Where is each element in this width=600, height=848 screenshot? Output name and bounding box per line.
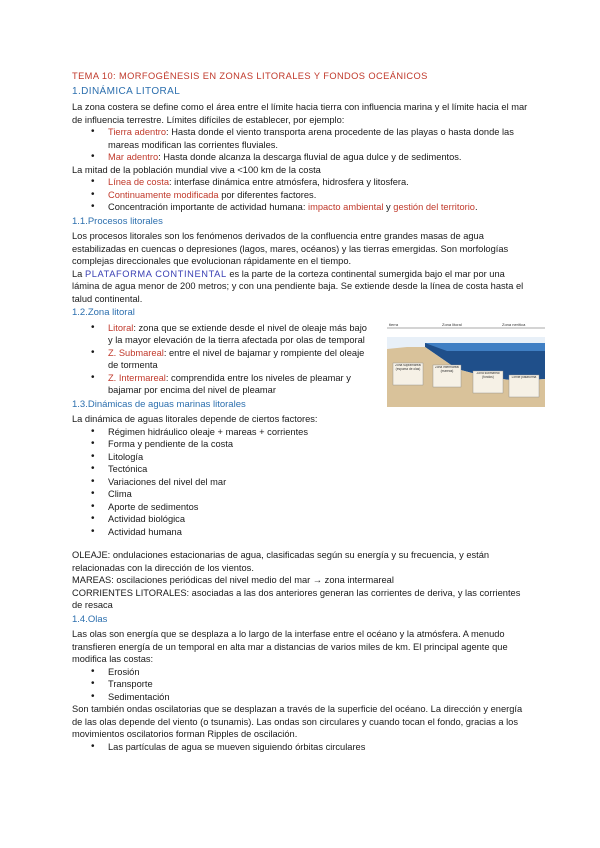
list-item: • Litoral: zona que se extiende desde el nivel de oleaje más bajo y la mayor elevación de la tierra afectada por olas de temporal (108, 322, 372, 347)
list-item: • Z. Intermareal: comprendida entre los niveles de pleamar y bajamar por encima del nivel de pleamar (108, 372, 372, 397)
zona-litoral-block (72, 307, 537, 397)
mareas-text: MAREAS: oscilaciones periódicas del nivel medio del mar → zona intermareal (72, 575, 394, 585)
diagram-box-submareal: Zona submareal (fondos) (476, 372, 500, 379)
diagram-label-litoral: Zona litoral (442, 322, 462, 327)
particles-list (72, 741, 532, 754)
document-page (72, 70, 537, 753)
diagram-box-intermareal: Zona intermareal (mareas) (434, 366, 460, 373)
coastal-zone-diagram (387, 319, 545, 407)
section-1-4-heading: 1.4.Olas (72, 613, 108, 625)
list-item: • Erosión (108, 666, 532, 679)
list-item: • Concentración importante de actividad humana: impacto ambiental y gestión del territorio. (108, 201, 532, 214)
population-note: La mitad de la población mundial vive a <100 km de la costa (72, 164, 321, 175)
zone-list (72, 322, 372, 397)
platform-text: La PLATAFORMA CONTINENTAL es la parte de la corteza continental sumergida bajo el mar por una lámina de agua menor de 200 metros; y con una pendiente baja. Se extiende desde la línea de costa hasta el talud continental. (72, 268, 524, 304)
list-item: • Transporte (108, 678, 532, 691)
list-item: • Tierra adentro: Hasta donde el viento transporta arena procedente de las playas o hasta donde las mareas modifican las corrientes fluviales. (108, 126, 532, 151)
list-item: • Régimen hidráulico oleaje + mareas + corrientes (108, 426, 532, 439)
factors-list (72, 426, 532, 539)
list-item: • Mar adentro: Hasta donde alcanza la descarga fluvial de agua dulce y de sedimentos. (108, 151, 532, 164)
list-item: • Sedimentación (108, 691, 532, 704)
processes-text: Los procesos litorales son los fenómenos derivados de la confluencia entre grandes masas de agua estabilizadas en cuencas o depresiones (lagos, mares, océanos) y las tierras emergidas. Son morfologías complejas direccionales que evolucionan rápidamente en el tiempo. (72, 231, 509, 266)
section-1-heading: 1.DINÁMICA LITORAL (72, 85, 181, 97)
diagram-box-plataforma: Límite plataforma (511, 376, 537, 379)
waves-text: Las olas son energía que se desplaza a lo largo de la interfase entre el océano y la atmósfera. A menudo transfieren energía de un temporal en alta mar a distancias de varios miles de km. El principal agente que modifica las costas: (72, 629, 508, 664)
diagram-label-tierra: tierra (389, 322, 399, 327)
diagram-label-neritica: Zona nerítica (502, 322, 526, 327)
list-item: • Actividad biológica (108, 513, 532, 526)
list-item: • Continuamente modificada por diferentes factores. (108, 189, 532, 202)
list-item: • Variaciones del nivel del mar (108, 476, 532, 489)
list-item: • Litología (108, 451, 532, 464)
diagram-box-supramareal: Zona supramareal (espuma de olas) (395, 364, 421, 371)
list-item: • Z. Submareal: entre el nivel de bajamar y rompiente del oleaje de tormenta (108, 347, 372, 372)
list-item: • Actividad humana (108, 526, 532, 539)
coastal-intro: La zona costera se define como el área entre el límite hacia tierra con influencia marina y el límite hacia el mar de influencia terrestre. Límites difíciles de establecer, por ejemplo: (72, 102, 528, 125)
coast-list (72, 176, 532, 214)
document-title: TEMA 10: MORFOGÉNESIS EN ZONAS LITORALES Y FONDOS OCEÁNICOS (72, 71, 428, 81)
list-item: • Aporte de sedimentos (108, 501, 532, 514)
list-item: • Forma y pendiente de la costa (108, 438, 532, 451)
list-item: • Las partículas de agua se mueven siguiendo órbitas circulares (108, 741, 532, 754)
agents-list (72, 666, 532, 704)
section-1-1-heading: 1.1.Procesos litorales (72, 215, 163, 227)
list-item: • Tectónica (108, 463, 532, 476)
waves-text-2: Son también ondas oscilatorias que se desplazan a través de la superficie del océano. La dirección y energía de las olas depende del viento (o tsunamis). Las ondas son circulares y cuando tocan el fondo, gracias a los movimientos oscilatorios forman Ripples de oscilación. (72, 704, 523, 739)
limits-list (72, 126, 532, 164)
list-item: • Clima (108, 488, 532, 501)
corrientes-text: CORRIENTES LITORALES: asociadas a las dos anteriores generan las corrientes de deriva, y las corrientes de resaca (72, 587, 521, 610)
dynamics-intro: La dinámica de aguas litorales depende de ciertos factores: (72, 414, 318, 424)
oleaje-text: OLEAJE: ondulaciones estacionarias de agua, clasificadas según su energía y su frecuencia, y están relacionadas con la dirección de los vientos. (72, 550, 490, 573)
section-1-2-heading: 1.2.Zona litoral (72, 307, 135, 318)
list-item: • Línea de costa: interfase dinámica entre atmósfera, hidrosfera y litosfera. (108, 176, 532, 189)
section-1-3-heading: 1.3.Dinámicas de aguas marinas litorales (72, 398, 246, 410)
